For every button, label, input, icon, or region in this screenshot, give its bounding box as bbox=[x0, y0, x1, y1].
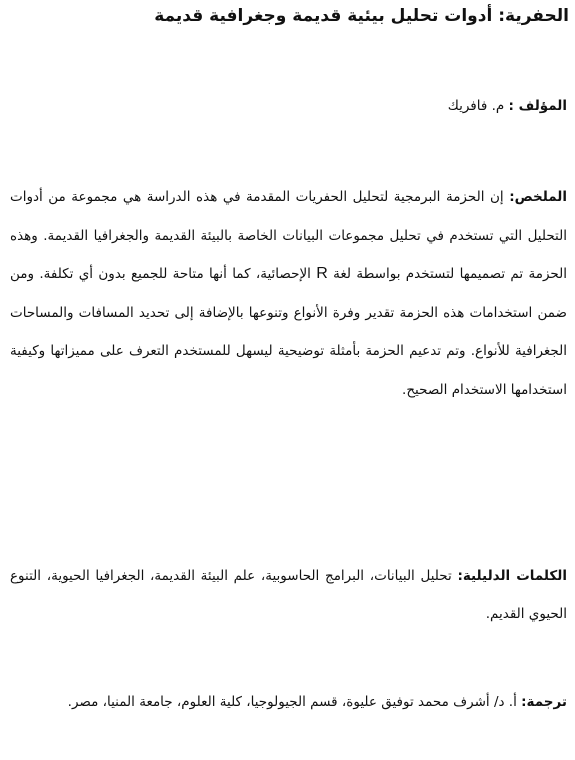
abstract-language-name: R bbox=[316, 265, 328, 282]
author-line bbox=[12, 96, 567, 116]
translation-paragraph bbox=[12, 683, 567, 721]
document-title: الحفرية: أدوات تحليل بيئية قديمة وجغرافية قديمة bbox=[154, 6, 569, 26]
abstract-text-part2: الإحصائية، كما أنها متاحة للجميع بدون أي تكلفة. ومن ضمن استخدامات هذه الحزمة تقدير وفرة الأنواع وتنوعها بالإضافة إلى تحديد المسافات والمساحات الجغرافية للأنواع. وتم تدعيم الحزمة بأمثلة توضيحية ليسهل للمستخدم التعرف على مميزاتها وكيفية استخدامها الاستخدام الصحيح. bbox=[10, 266, 567, 398]
author-name: م. فافريك bbox=[447, 98, 505, 114]
abstract-text-part1: إن الحزمة البرمجية لتحليل الحفريات المقدمة في هذه الدراسة هي مجموعة من أدوات التحليل التي تستخدم في تحليل مجموعات البيانات الخاصة بالبيئة القديمة والجغرافيا القديمة. وهذه الحزمة تم تصميمها لتستخدم بواسطة لغة bbox=[10, 189, 567, 282]
author-label: المؤلف : bbox=[508, 98, 567, 114]
abstract-label: الملخص: bbox=[509, 189, 567, 205]
keywords-paragraph bbox=[10, 557, 567, 633]
translation-text: أ. د/ أشرف محمد توفيق عليوة، قسم الجيولوجيا، كلية العلوم، جامعة المنيا، مصر. bbox=[67, 694, 517, 710]
keywords-label: الكلمات الدليلية: bbox=[457, 568, 567, 584]
abstract-paragraph bbox=[10, 178, 567, 409]
translation-label: ترجمة: bbox=[521, 694, 567, 710]
keywords-text: تحليل البيانات، البرامج الحاسوبية، علم البيئة القديمة، الجغرافيا الحيوية، التنوع الحيوي القديم. bbox=[10, 568, 567, 622]
